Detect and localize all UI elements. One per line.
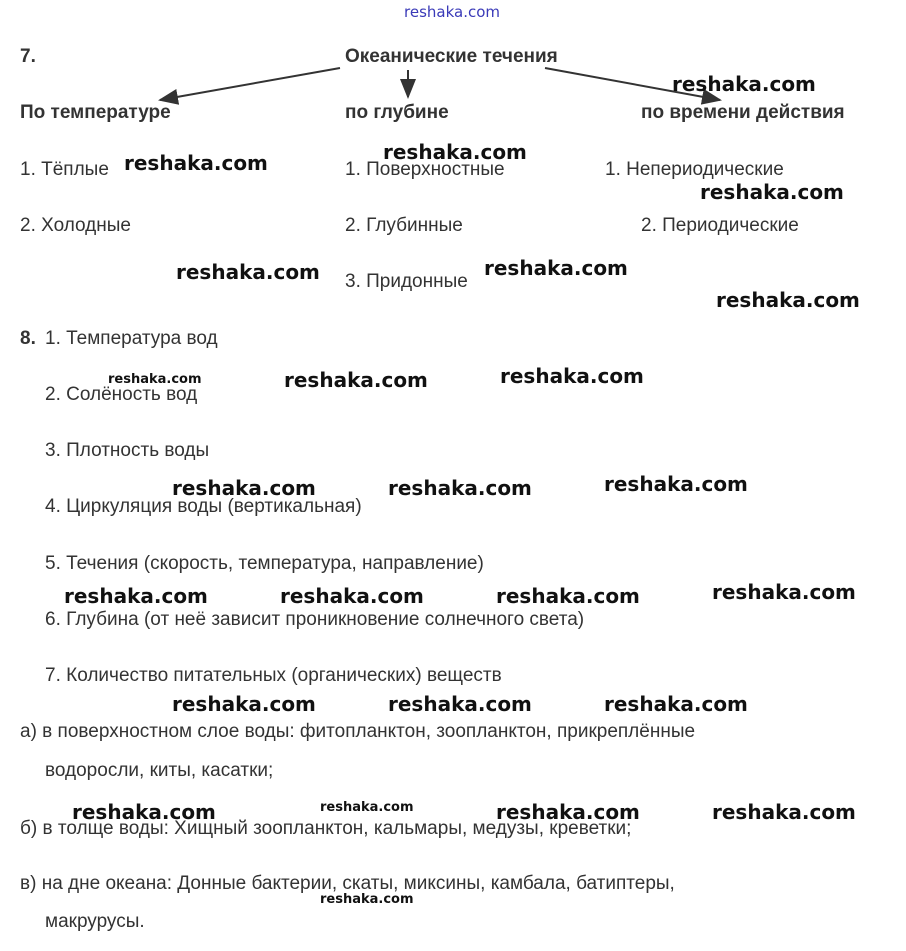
- temperature-item: 1. Тёплые: [20, 159, 109, 180]
- task7-number: 7.: [20, 46, 36, 67]
- category-heading-temperature: По температуре: [20, 102, 171, 123]
- watermark: reshaka.com: [388, 476, 532, 500]
- watermark: reshaka.com: [496, 584, 640, 608]
- watermark: reshaka.com: [280, 584, 424, 608]
- watermark: reshaka.com: [72, 800, 216, 824]
- factor-item: 5. Течения (скорость, температура, направление): [45, 553, 484, 574]
- category-heading-time: по времени действия: [641, 102, 845, 123]
- task8-number: 8.: [20, 328, 36, 349]
- watermark: reshaka.com: [500, 364, 644, 388]
- zone-surface-line1: а) в поверхностном слое воды: фитопланктон, зоопланктон, прикреплённые: [20, 721, 696, 742]
- time-item: 2. Периодические: [641, 215, 799, 236]
- zone-surface-line2: водоросли, киты, касатки;: [45, 760, 274, 781]
- zone-ocean-floor-line2: макрурусы.: [45, 911, 145, 932]
- watermark: reshaka.com: [172, 692, 316, 716]
- watermark: reshaka.com: [604, 472, 748, 496]
- watermark: reshaka.com: [64, 584, 208, 608]
- depth-item: 2. Глубинные: [345, 215, 463, 236]
- factor-item: 6. Глубина (от неё зависит проникновение солнечного света): [45, 609, 585, 630]
- factor-item: 2. Солёность вод: [45, 384, 198, 405]
- watermark: reshaka.com: [108, 372, 202, 387]
- watermark: reshaka.com: [496, 800, 640, 824]
- watermark: reshaka.com: [124, 151, 268, 175]
- category-heading-depth: по глубине: [345, 102, 449, 123]
- depth-item: 1. Поверхностные: [345, 159, 505, 180]
- factor-item: 7. Количество питательных (органических) веществ: [45, 665, 502, 686]
- watermark: reshaka.com: [320, 800, 414, 815]
- depth-item: 3. Придонные: [345, 271, 468, 292]
- watermark: reshaka.com: [716, 288, 860, 312]
- zone-water-column: б) в толще воды: Хищный зоопланктон, кальмары, медузы, креветки;: [20, 818, 632, 839]
- temperature-item: 2. Холодные: [20, 215, 131, 236]
- site-header-label: reshaka.com: [404, 3, 500, 21]
- watermark: reshaka.com: [604, 692, 748, 716]
- watermark: reshaka.com: [388, 692, 532, 716]
- watermark: reshaka.com: [700, 180, 844, 204]
- watermark: reshaka.com: [383, 140, 527, 164]
- task7-title: Океанические течения: [345, 46, 558, 67]
- time-item: 1. Непериодические: [605, 159, 784, 180]
- watermark: reshaka.com: [320, 892, 414, 907]
- watermark: reshaka.com: [284, 368, 428, 392]
- factor-item: 3. Плотность воды: [45, 440, 210, 461]
- watermark: reshaka.com: [712, 580, 856, 604]
- factor-item: 1. Температура вод: [45, 328, 218, 349]
- watermark: reshaka.com: [672, 72, 816, 96]
- zone-ocean-floor-line1: в) на дне океана: Донные бактерии, скаты, миксины, камбала, батиптеры,: [20, 873, 675, 894]
- watermark: reshaka.com: [484, 256, 628, 280]
- arrow-to-temperature: [160, 68, 340, 100]
- watermark: reshaka.com: [172, 476, 316, 500]
- watermark: reshaka.com: [712, 800, 856, 824]
- watermark: reshaka.com: [176, 260, 320, 284]
- factor-item: 4. Циркуляция воды (вертикальная): [45, 496, 362, 517]
